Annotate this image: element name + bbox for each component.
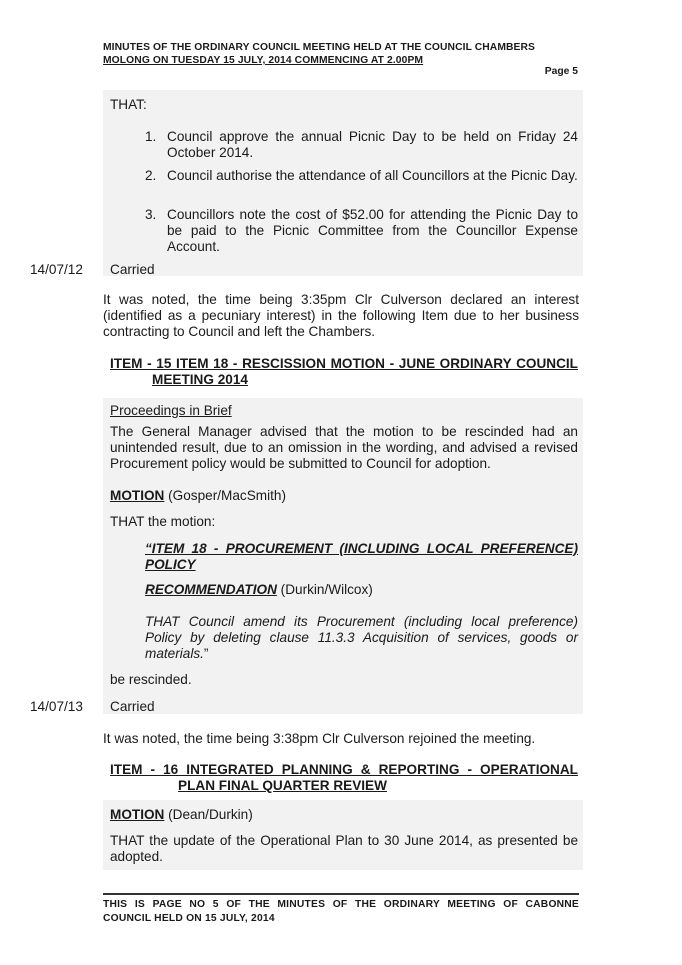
- list-item-3: [145, 207, 578, 255]
- list-number-2: 2.: [145, 168, 157, 183]
- motion-movers: (Gosper/MacSmith): [164, 488, 286, 503]
- resolution-number-2: 14/07/13: [30, 699, 83, 714]
- item-16-motion-text: THAT the update of the Operational Plan to 30 June 2014, as presented be adopted.: [110, 833, 578, 864]
- carried-1: Carried: [110, 262, 155, 277]
- quoted-recommendation: [145, 582, 373, 598]
- be-rescinded: be rescinded.: [110, 672, 192, 687]
- list-number-1: 1.: [145, 129, 157, 144]
- header-line-1: MINUTES OF THE ORDINARY COUNCIL MEETING HELD AT THE COUNCIL CHAMBERS: [103, 42, 536, 53]
- header-line-2: MOLONG ON TUESDAY 15 JULY, 2014 COMMENCING AT 2.00PM: [103, 55, 424, 66]
- item-16-heading-line-2: PLAN FINAL QUARTER REVIEW: [178, 778, 387, 793]
- note-rejoined: It was noted, the time being 3:38pm Clr Culverson rejoined the meeting.: [103, 731, 536, 746]
- list-item-2: [145, 168, 578, 184]
- carried-2: Carried: [110, 699, 155, 714]
- list-number-3: 3.: [145, 207, 157, 222]
- item-16-heading-line-1: ITEM - 16 INTEGRATED PLANNING & REPORTING - OPERATIONAL: [110, 762, 578, 777]
- motion-label: MOTION: [110, 488, 165, 503]
- item-16-heading: [110, 762, 578, 794]
- that-the-motion: THAT the motion:: [110, 514, 216, 529]
- list-text-1: Council approve the annual Picnic Day to be held on Friday 24 October 2014.: [167, 129, 578, 160]
- quoted-heading-line-1: “ITEM 18 - PROCUREMENT (INCLUDING LOCAL PREFERENCE): [145, 541, 578, 556]
- proceedings-in-brief-label: Proceedings in Brief: [110, 403, 232, 418]
- page-footer: [103, 898, 579, 926]
- recommendation-movers: (Durkin/Wilcox): [276, 582, 373, 597]
- page-number: Page 5: [544, 66, 578, 77]
- resolution-number-1: 14/07/12: [30, 262, 83, 277]
- quoted-text: THAT Council amend its Procurement (including local preference) Policy by deleting clause 11.3.3 Acquisition of services, goods or materials.: [145, 614, 578, 661]
- quote-close: ”: [203, 646, 209, 661]
- note-interest-declared: It was noted, the time being 3:35pm Clr Culverson declared an interest (identified as a pecuniary interest) in the following Item due to her business contracting to Council and left the Chambers.: [103, 292, 579, 339]
- item-15-heading-line-1: ITEM - 15 ITEM 18 - RESCISSION MOTION - JUNE ORDINARY COUNCIL: [110, 356, 578, 371]
- quoted-recommendation-text: [145, 614, 578, 662]
- item-15-heading: [110, 356, 578, 388]
- footer-line-2: COUNCIL HELD ON 15 JULY, 2014: [103, 913, 275, 924]
- quoted-heading-line-2: POLICY: [145, 557, 196, 572]
- list-text-2: Council authorise the attendance of all Councillors at the Picnic Day.: [167, 168, 578, 183]
- item-16-motion: [110, 807, 253, 823]
- footer-rule: [103, 893, 579, 895]
- resolution-1-that: THAT:: [110, 97, 147, 112]
- list-item-1: [145, 129, 578, 161]
- list-text-3: Councillors note the cost of $52.00 for attending the Picnic Day to be paid to the Picnic Committee from the Councillor Expense Account.: [167, 207, 578, 254]
- proceedings-text: The General Manager advised that the motion to be rescinded had an unintended result, due to an omission in the wording, and advised a revised Procurement policy would be submitted to Council for adoption.: [110, 424, 578, 471]
- motion-movers: (Dean/Durkin): [164, 807, 253, 822]
- item-15-motion: [110, 488, 286, 504]
- recommendation-label: RECOMMENDATION: [145, 582, 277, 597]
- footer-line-1: THIS IS PAGE NO 5 OF THE MINUTES OF THE ORDINARY MEETING OF CABONNE: [103, 899, 579, 910]
- item-15-heading-line-2: MEETING 2014: [152, 372, 248, 387]
- motion-label: MOTION: [110, 807, 165, 822]
- quoted-item-18-heading: [145, 541, 578, 573]
- page-header: [103, 41, 578, 67]
